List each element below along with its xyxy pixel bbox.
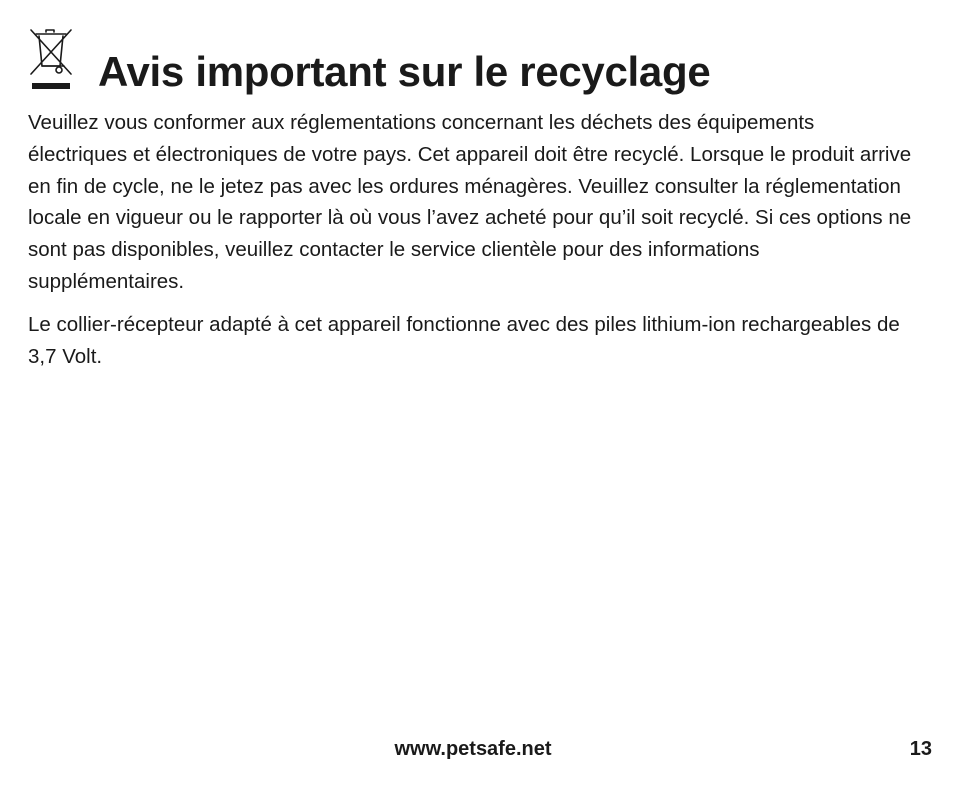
footer-website-link[interactable]: www.petsafe.net (394, 738, 552, 760)
section-header (28, 28, 928, 98)
page-title: Avis important sur le recyclage (98, 48, 711, 95)
crossed-out-wheelie-bin-icon (28, 28, 74, 92)
body-text (28, 107, 918, 383)
paragraph-battery-info: Le collier-récepteur adapté à cet appareil fonctionne avec des piles lithium-ion rechargeables de 3,7 Volt. (28, 312, 900, 368)
paragraph-recycling-instructions: Veuillez vous conformer aux réglementations concernant les déchets des équipements électriques et électroniques de votre pays. Cet appareil doit être recyclé. Lorsque le produit arrive en fin de cycle, ne le jetez pas avec les ordures ménagères. Veuillez consulter la réglementation locale en vigueur ou le rapporter là où vous l’avez acheté pour qu’il soit recyclé. Si ces options ne sont pas disponibles, veuillez contacter le service clientèle pour des informations supplémentaires. (28, 111, 912, 293)
page-number: 13 (909, 738, 932, 760)
